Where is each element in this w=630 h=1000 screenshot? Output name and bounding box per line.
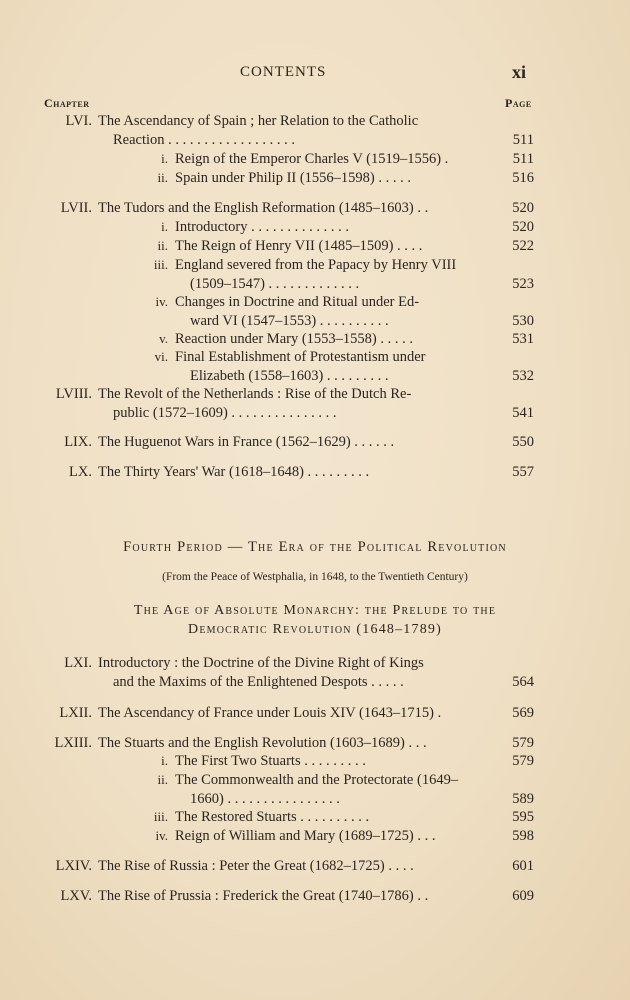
page-ref: 522 <box>512 238 534 254</box>
chapter-title: The Rise of Prussia : Frederick the Great (1740–1786) . . <box>98 888 429 904</box>
age-heading-line1: The Age of Absolute Monarchy: the Prelude to the <box>133 603 497 618</box>
page-ref: 598 <box>512 828 534 844</box>
chapter-title-cont: Reaction . . . . . . . . . . . . . . . . . . <box>113 132 296 148</box>
section-title-cont: Elizabeth (1558–1603) . . . . . . . . . <box>190 368 389 384</box>
age-heading-line2: Democratic Revolution (1648–1789) <box>188 622 442 637</box>
section-title: The First Two Stuarts . . . . . . . . . <box>175 753 366 769</box>
chapter-title: The Thirty Years' War (1618–1648) . . . . . . . . . <box>98 464 370 480</box>
section-number: iv. <box>155 294 168 309</box>
section-title: The Restored Stuarts . . . . . . . . . . <box>175 809 370 825</box>
section-title: Introductory . . . . . . . . . . . . . . <box>175 219 349 235</box>
page-ref: 511 <box>512 151 534 167</box>
chapter-title: The Stuarts and the English Revolution (1603–1689) . . . <box>98 735 427 751</box>
chapter-title: The Huguenot Wars in France (1562–1629) . . . . . . <box>98 434 395 450</box>
section-number: i. <box>161 151 168 166</box>
section-title-cont: ward VI (1547–1553) . . . . . . . . . . <box>190 313 389 329</box>
page-ref: 530 <box>512 313 534 329</box>
page-ref: 550 <box>512 434 534 450</box>
page-ref: 601 <box>512 858 534 874</box>
page-ref: 520 <box>512 219 534 235</box>
page-ref: 564 <box>512 674 534 690</box>
page-number: xi <box>512 62 527 82</box>
period-heading: Fourth Period — The Era of the Political Revolution <box>123 539 507 555</box>
page-ref: 579 <box>512 735 534 751</box>
section-number: ii. <box>157 238 168 253</box>
chapter-title-cont: public (1572–1609) . . . . . . . . . . . . . . . <box>113 405 337 421</box>
chapter-number: LIX. <box>64 434 92 450</box>
section-number: i. <box>161 219 168 234</box>
section-number: iii. <box>153 257 168 272</box>
chapter-title: The Ascendancy of France under Louis XIV (1643–1715) . <box>98 705 442 721</box>
chapter-title: Introductory : the Doctrine of the Divine Right of Kings <box>98 655 424 671</box>
chapter-number: LXIII. <box>54 735 92 751</box>
page-ref: 609 <box>512 888 534 904</box>
section-number: i. <box>161 753 168 768</box>
chapter-number: LX. <box>69 464 92 480</box>
page-ref: 569 <box>512 705 534 721</box>
section-title: Reign of the Emperor Charles V (1519–1556) . <box>175 151 449 167</box>
page-ref: 531 <box>512 331 534 347</box>
running-title: CONTENTS <box>240 64 327 80</box>
section-title-cont: 1660) . . . . . . . . . . . . . . . . <box>190 791 340 807</box>
chapter-title: The Ascendancy of Spain ; her Relation to the Catholic <box>98 113 419 129</box>
section-title: Reaction under Mary (1553–1558) . . . . . <box>175 331 413 347</box>
chapter-title: The Revolt of the Netherlands : Rise of the Dutch Re- <box>98 386 412 402</box>
chapter-number: LVI. <box>65 113 92 129</box>
page-ref: 589 <box>512 791 534 807</box>
section-number: iii. <box>153 809 168 824</box>
chapter-number: LXII. <box>59 705 92 721</box>
page-ref: 520 <box>512 200 534 216</box>
section-number: v. <box>159 331 168 346</box>
section-title: Final Establishment of Protestantism under <box>175 349 426 365</box>
page-ref: 557 <box>512 464 534 480</box>
page-column-label: Page <box>505 96 532 110</box>
page-ref: 579 <box>512 753 534 769</box>
chapter-number: LVIII. <box>55 386 92 402</box>
chapter-column-label: Chapter <box>44 96 90 110</box>
chapter-number: LVII. <box>60 200 92 216</box>
chapter-title: The Tudors and the English Reformation (1485–1603) . . <box>98 200 429 216</box>
chapter-number: LXV. <box>60 888 92 904</box>
chapter-title-cont: and the Maxims of the Enlightened Despots . . . . . <box>113 674 404 690</box>
section-title: Spain under Philip II (1556–1598) . . . . . <box>175 170 412 186</box>
page-ref: 532 <box>512 368 534 384</box>
section-number: vi. <box>154 349 168 364</box>
section-title: The Commonwealth and the Protectorate (1649– <box>175 772 459 788</box>
section-title: The Reign of Henry VII (1485–1509) . . . . <box>175 238 423 254</box>
section-number: iv. <box>155 828 168 843</box>
chapter-title: The Rise of Russia : Peter the Great (1682–1725) . . . . <box>98 858 414 874</box>
section-number: ii. <box>157 772 168 787</box>
section-number: ii. <box>157 170 168 185</box>
page-ref: 516 <box>512 170 534 186</box>
page-ref: 511 <box>512 132 534 148</box>
page-ref: 541 <box>512 405 534 421</box>
period-subheading: (From the Peace of Westphalia, in 1648, to the Twentieth Century) <box>162 571 468 583</box>
section-title: Reign of William and Mary (1689–1725) . . . <box>175 828 436 844</box>
section-title: Changes in Doctrine and Ritual under Ed- <box>175 294 420 310</box>
section-title: England severed from the Papacy by Henry VIII <box>175 257 457 273</box>
chapter-number: LXI. <box>64 655 92 671</box>
chapter-number: LXIV. <box>55 858 92 874</box>
page-ref: 523 <box>512 276 534 292</box>
page-ref: 595 <box>512 809 534 825</box>
section-title-cont: (1509–1547) . . . . . . . . . . . . . <box>190 276 360 292</box>
